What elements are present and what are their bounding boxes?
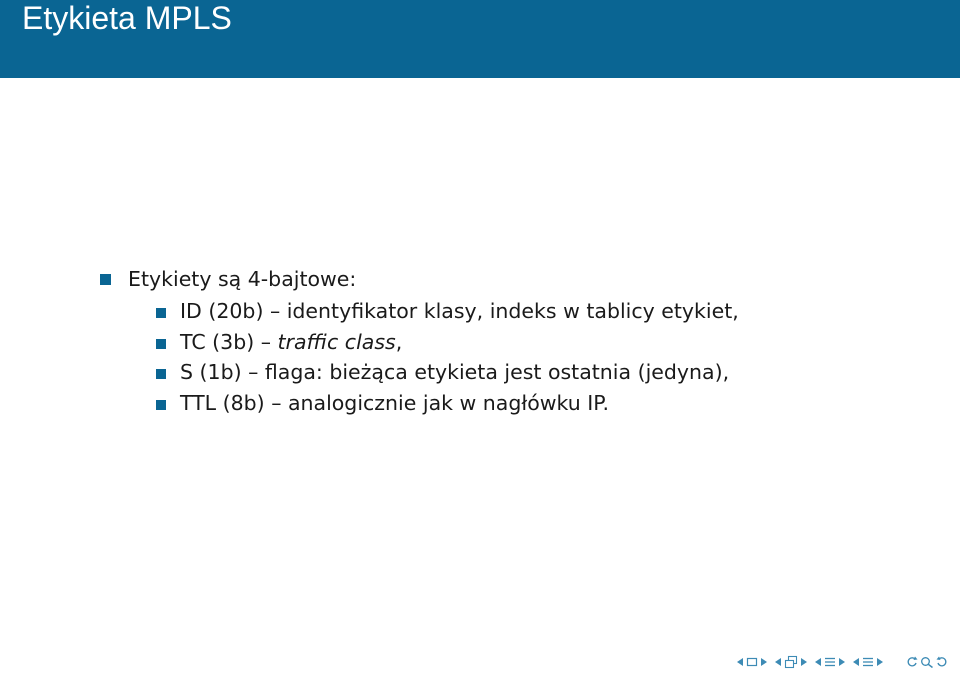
item-text: S (1b) – flaga: bieżąca etykieta jest ostatnia (jedyna),: [180, 360, 730, 384]
item-text: [180, 327, 402, 357]
nav-next-subsection-icon[interactable]: [800, 656, 808, 668]
subsection-nav-group: [774, 655, 808, 669]
item-italic: traffic class: [277, 329, 396, 354]
nav-subsection-icon[interactable]: [784, 655, 798, 669]
square-bullet-icon: [156, 308, 166, 318]
item-suffix: ,: [395, 329, 403, 354]
nav-prev-frame-icon[interactable]: [736, 656, 744, 668]
intro-text: Etykiety są 4-bajtowe:: [128, 267, 357, 291]
square-bullet-icon: [100, 274, 111, 285]
nav-next-frame-icon[interactable]: [760, 656, 768, 668]
document-nav-group: [852, 656, 884, 668]
square-bullet-icon: [156, 400, 166, 410]
item-prefix: TC (3b) –: [180, 329, 278, 354]
nav-forward-icon[interactable]: [936, 656, 948, 668]
nav-prev-subsection-icon[interactable]: [774, 656, 782, 668]
item-text: TTL (8b) – analogicznie jak w nagłówku IP.: [180, 390, 609, 415]
extra-nav-group: [906, 656, 948, 668]
nav-next-section-icon[interactable]: [838, 656, 846, 668]
nav-search-icon[interactable]: [920, 656, 934, 668]
nav-prev-section-icon[interactable]: [814, 656, 822, 668]
slide-title: Etykieta MPLS: [22, 0, 232, 36]
beamer-navigation-bar: [736, 654, 948, 670]
nav-frame-icon[interactable]: [746, 656, 758, 668]
nav-back-icon[interactable]: [906, 656, 918, 668]
square-bullet-icon: [156, 339, 166, 349]
nav-doc-icon[interactable]: [862, 656, 874, 668]
slide-header: [0, 0, 960, 78]
section-nav-group: [814, 656, 846, 668]
nav-prev-doc-icon[interactable]: [852, 656, 860, 668]
nav-next-doc-icon[interactable]: [876, 656, 884, 668]
nav-section-icon[interactable]: [824, 656, 836, 668]
item-text: ID (20b) – identyfikator klasy, indeks w tablicy etykiet,: [180, 299, 739, 323]
frame-nav-group: [736, 656, 768, 668]
square-bullet-icon: [156, 369, 166, 379]
